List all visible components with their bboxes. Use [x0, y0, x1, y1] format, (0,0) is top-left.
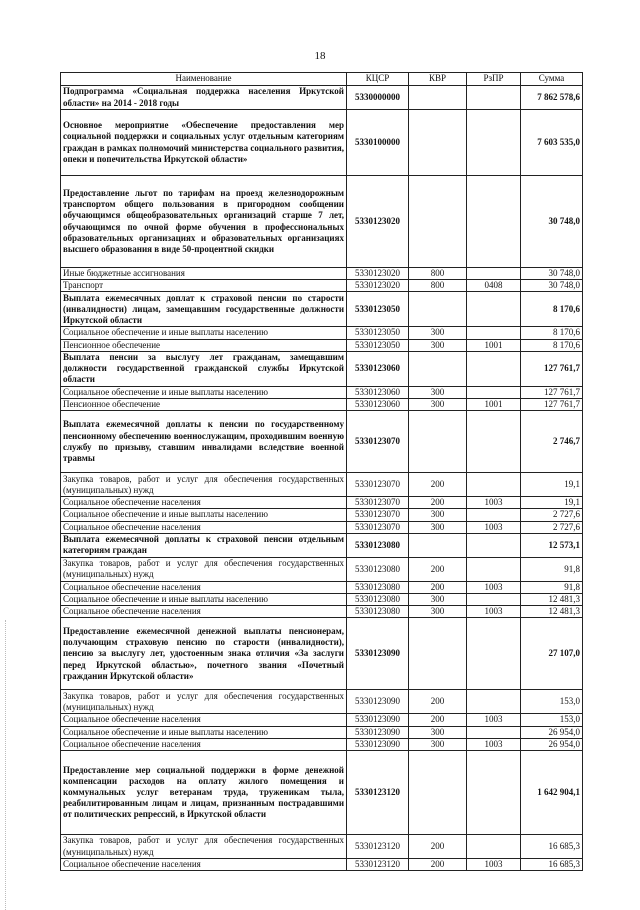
cell-rzpr — [467, 176, 521, 268]
cell-sum: 127 761,7 — [521, 351, 583, 386]
cell-sum: 19,1 — [521, 473, 583, 497]
cell-kvr — [409, 110, 467, 176]
cell-kcsr: 5330123120 — [347, 835, 409, 859]
cell-kvr: 200 — [409, 473, 467, 497]
cell-kcsr: 5330123050 — [347, 339, 409, 351]
table-row — [61, 751, 583, 835]
table-row — [61, 557, 583, 581]
cell-kvr: 300 — [409, 594, 467, 606]
cell-rzpr — [467, 594, 521, 606]
cell-sum: 30 748,0 — [521, 176, 583, 268]
cell-name: Пенсионное обеспечение — [61, 399, 347, 411]
table-row — [61, 738, 583, 750]
cell-rzpr: 1003 — [467, 606, 521, 618]
cell-rzpr: 1003 — [467, 497, 521, 509]
cell-sum: 91,8 — [521, 581, 583, 593]
cell-name: Подпрограмма «Социальная поддержка населения Иркутской области» на 2014 - 2018 годы — [61, 86, 347, 110]
cell-name: Социальное обеспечение населения — [61, 859, 347, 871]
cell-kvr — [409, 618, 467, 690]
cell-kvr: 200 — [409, 581, 467, 593]
cell-sum: 127 761,7 — [521, 399, 583, 411]
cell-kcsr: 5330123020 — [347, 268, 409, 280]
cell-kcsr: 5330123090 — [347, 726, 409, 738]
table-row — [61, 399, 583, 411]
cell-name: Закупка товаров, работ и услуг для обеспечения государственных (муниципальных) нужд — [61, 835, 347, 859]
cell-kvr: 200 — [409, 714, 467, 726]
page-number: 18 — [314, 50, 326, 62]
table-row — [61, 690, 583, 714]
cell-kvr: 200 — [409, 497, 467, 509]
cell-sum: 19,1 — [521, 497, 583, 509]
cell-rzpr: 1003 — [467, 581, 521, 593]
cell-sum: 16 685,3 — [521, 835, 583, 859]
table-row — [61, 473, 583, 497]
cell-name: Выплата ежемесячной доплаты к пенсии по государственному пенсионному обеспечению военнослужащим, проходившим военную службу по призыву, ставшим инвалидами вследствие военной травмы — [61, 411, 347, 473]
cell-name: Социальное обеспечение и иные выплаты населению — [61, 726, 347, 738]
cell-kvr: 300 — [409, 606, 467, 618]
cell-sum: 153,0 — [521, 714, 583, 726]
cell-rzpr: 1003 — [467, 714, 521, 726]
table-row — [61, 726, 583, 738]
cell-name: Предоставление льгот по тарифам на проезд железнодорожным транспортом общего пользования в пригородном сообщении обучающимся общеобразовательных организаций старше 7 лет, обучающимся по очной форме обучения в профессиональных образовательных организациях и образовательных организациях высшего образования в виде 50-процентной скидки — [61, 176, 347, 268]
cell-name: Закупка товаров, работ и услуг для обеспечения государственных (муниципальных) нужд — [61, 690, 347, 714]
cell-rzpr — [467, 268, 521, 280]
cell-name: Социальное обеспечение и иные выплаты населению — [61, 509, 347, 521]
cell-sum: 12 573,1 — [521, 533, 583, 557]
cell-kcsr: 5330123080 — [347, 594, 409, 606]
cell-sum: 127 761,7 — [521, 386, 583, 398]
cell-kcsr: 5330123120 — [347, 751, 409, 835]
cell-name: Иные бюджетные ассигнования — [61, 268, 347, 280]
cell-name: Социальное обеспечение населения — [61, 738, 347, 750]
table-row — [61, 351, 583, 386]
cell-kcsr: 5330123020 — [347, 280, 409, 292]
cell-sum: 16 685,3 — [521, 859, 583, 871]
cell-kvr: 200 — [409, 859, 467, 871]
cell-name: Предоставление мер социальной поддержки в форме денежной компенсации расходов на оплату жилого помещения и коммунальных услуг ветеранам труда, труженикам тыла, реабилитированным лицам и лицам, признанным пострадавшими от политических репрессий, в Иркутской области — [61, 751, 347, 835]
cell-kcsr: 5330123090 — [347, 618, 409, 690]
table-row — [61, 533, 583, 557]
cell-kvr: 300 — [409, 726, 467, 738]
table-row — [61, 386, 583, 398]
table-row — [61, 521, 583, 533]
table-header-row — [61, 73, 583, 86]
cell-kcsr: 5330123050 — [347, 292, 409, 327]
cell-kcsr: 5330123090 — [347, 714, 409, 726]
cell-rzpr — [467, 411, 521, 473]
cell-kvr: 300 — [409, 399, 467, 411]
cell-kvr: 800 — [409, 280, 467, 292]
cell-kvr: 300 — [409, 386, 467, 398]
cell-kvr — [409, 86, 467, 110]
cell-kvr — [409, 411, 467, 473]
cell-sum: 12 481,3 — [521, 594, 583, 606]
table-body — [61, 86, 583, 871]
cell-kvr: 300 — [409, 339, 467, 351]
cell-sum: 8 170,6 — [521, 292, 583, 327]
cell-kvr: 200 — [409, 557, 467, 581]
cell-rzpr — [467, 835, 521, 859]
cell-kvr: 800 — [409, 268, 467, 280]
cell-kvr — [409, 351, 467, 386]
cell-sum: 1 642 904,1 — [521, 751, 583, 835]
header-sum: Сумма — [521, 73, 583, 86]
cell-kcsr: 5330123080 — [347, 581, 409, 593]
table-row — [61, 714, 583, 726]
cell-kcsr: 5330123070 — [347, 411, 409, 473]
cell-rzpr — [467, 618, 521, 690]
cell-sum: 91,8 — [521, 557, 583, 581]
cell-kcsr: 5330123070 — [347, 473, 409, 497]
cell-rzpr — [467, 110, 521, 176]
table-row — [61, 110, 583, 176]
cell-sum: 2 746,7 — [521, 411, 583, 473]
cell-rzpr — [467, 351, 521, 386]
cell-sum: 30 748,0 — [521, 268, 583, 280]
table-row — [61, 497, 583, 509]
cell-rzpr: 1001 — [467, 399, 521, 411]
cell-kcsr: 5330123070 — [347, 509, 409, 521]
cell-sum: 2 727,6 — [521, 509, 583, 521]
cell-kcsr: 5330123060 — [347, 399, 409, 411]
cell-rzpr: 1003 — [467, 738, 521, 750]
cell-sum: 30 748,0 — [521, 280, 583, 292]
margin-line — [5, 620, 7, 910]
cell-rzpr: 0408 — [467, 280, 521, 292]
cell-rzpr — [467, 557, 521, 581]
cell-rzpr — [467, 509, 521, 521]
cell-kvr: 300 — [409, 327, 467, 339]
table-row — [61, 327, 583, 339]
cell-name: Выплата ежемесячных доплат к страховой пенсии по старости (инвалидности) лицам, замещавшим государственные должности Иркутской области — [61, 292, 347, 327]
table-row — [61, 835, 583, 859]
table-row — [61, 594, 583, 606]
cell-name: Транспорт — [61, 280, 347, 292]
cell-name: Пенсионное обеспечение — [61, 339, 347, 351]
table-row — [61, 280, 583, 292]
budget-table — [60, 72, 583, 871]
cell-name: Основное мероприятие «Обеспечение предоставления мер социальной поддержки и социальных услуг отдельным категориям граждан в рамках полномочий министерства социального развития, опеки и попечительства Иркутской области» — [61, 110, 347, 176]
cell-kcsr: 5330123090 — [347, 738, 409, 750]
cell-kvr: 200 — [409, 690, 467, 714]
cell-kvr: 300 — [409, 738, 467, 750]
cell-kvr: 200 — [409, 835, 467, 859]
header-name: Наименование — [61, 73, 347, 86]
header-rzpr: РзПР — [467, 73, 521, 86]
cell-kcsr: 5330123080 — [347, 606, 409, 618]
cell-rzpr: 1001 — [467, 339, 521, 351]
table-row — [61, 339, 583, 351]
cell-name: Выплата пенсии за выслугу лет гражданам, замещавшим должности государственной гражданской службы Иркутской области — [61, 351, 347, 386]
table-row — [61, 859, 583, 871]
cell-kcsr: 5330123120 — [347, 859, 409, 871]
cell-sum: 26 954,0 — [521, 726, 583, 738]
cell-name: Социальное обеспечение населения — [61, 497, 347, 509]
cell-rzpr — [467, 292, 521, 327]
cell-kcsr: 5330123090 — [347, 690, 409, 714]
cell-rzpr — [467, 726, 521, 738]
cell-sum: 8 170,6 — [521, 327, 583, 339]
cell-sum: 2 727,6 — [521, 521, 583, 533]
cell-rzpr — [467, 751, 521, 835]
cell-sum: 7 603 535,0 — [521, 110, 583, 176]
cell-sum: 7 862 578,6 — [521, 86, 583, 110]
cell-name: Социальное обеспечение и иные выплаты населению — [61, 386, 347, 398]
cell-name: Предоставление ежемесячной денежной выплаты пенсионерам, получающим страховую пенсию по старости (инвалидности), пенсию за выслугу лет, удостоенным знака отличия «За заслуги перед Иркутской областью», почетного звания «Почетный гражданин Иркутской области» — [61, 618, 347, 690]
table-row — [61, 292, 583, 327]
cell-kvr — [409, 533, 467, 557]
cell-sum: 26 954,0 — [521, 738, 583, 750]
cell-kcsr: 5330100000 — [347, 110, 409, 176]
cell-rzpr — [467, 327, 521, 339]
cell-rzpr: 1003 — [467, 521, 521, 533]
cell-name: Социальное обеспечение населения — [61, 714, 347, 726]
cell-rzpr — [467, 690, 521, 714]
cell-name: Закупка товаров, работ и услуг для обеспечения государственных (муниципальных) нужд — [61, 473, 347, 497]
table-row — [61, 581, 583, 593]
table-row — [61, 618, 583, 690]
cell-kvr — [409, 176, 467, 268]
cell-kcsr: 5330123070 — [347, 497, 409, 509]
cell-name: Закупка товаров, работ и услуг для обеспечения государственных (муниципальных) нужд — [61, 557, 347, 581]
cell-kcsr: 5330123070 — [347, 521, 409, 533]
cell-kcsr: 5330123050 — [347, 327, 409, 339]
cell-rzpr — [467, 386, 521, 398]
cell-kvr: 300 — [409, 509, 467, 521]
cell-name: Социальное обеспечение и иные выплаты населению — [61, 594, 347, 606]
table-row — [61, 86, 583, 110]
table-row — [61, 509, 583, 521]
cell-kcsr: 5330000000 — [347, 86, 409, 110]
table-row — [61, 176, 583, 268]
cell-rzpr — [467, 473, 521, 497]
cell-kcsr: 5330123080 — [347, 533, 409, 557]
table-row — [61, 411, 583, 473]
cell-name: Социальное обеспечение населения — [61, 581, 347, 593]
cell-kvr — [409, 292, 467, 327]
cell-kvr — [409, 751, 467, 835]
cell-sum: 12 481,3 — [521, 606, 583, 618]
cell-rzpr — [467, 86, 521, 110]
cell-sum: 8 170,6 — [521, 339, 583, 351]
cell-kcsr: 5330123060 — [347, 386, 409, 398]
cell-name: Социальное обеспечение населения — [61, 521, 347, 533]
header-kvr: КВР — [409, 73, 467, 86]
cell-kcsr: 5330123020 — [347, 176, 409, 268]
header-kcsr: КЦСР — [347, 73, 409, 86]
cell-name: Социальное обеспечение и иные выплаты населению — [61, 327, 347, 339]
cell-rzpr: 1003 — [467, 859, 521, 871]
cell-sum: 27 107,0 — [521, 618, 583, 690]
table-row — [61, 268, 583, 280]
table-row — [61, 606, 583, 618]
cell-rzpr — [467, 533, 521, 557]
cell-sum: 153,0 — [521, 690, 583, 714]
cell-kvr: 300 — [409, 521, 467, 533]
cell-kcsr: 5330123060 — [347, 351, 409, 386]
cell-kcsr: 5330123080 — [347, 557, 409, 581]
cell-name: Выплата ежемесячной доплаты к страховой пенсии отдельным категориям граждан — [61, 533, 347, 557]
cell-name: Социальное обеспечение населения — [61, 606, 347, 618]
